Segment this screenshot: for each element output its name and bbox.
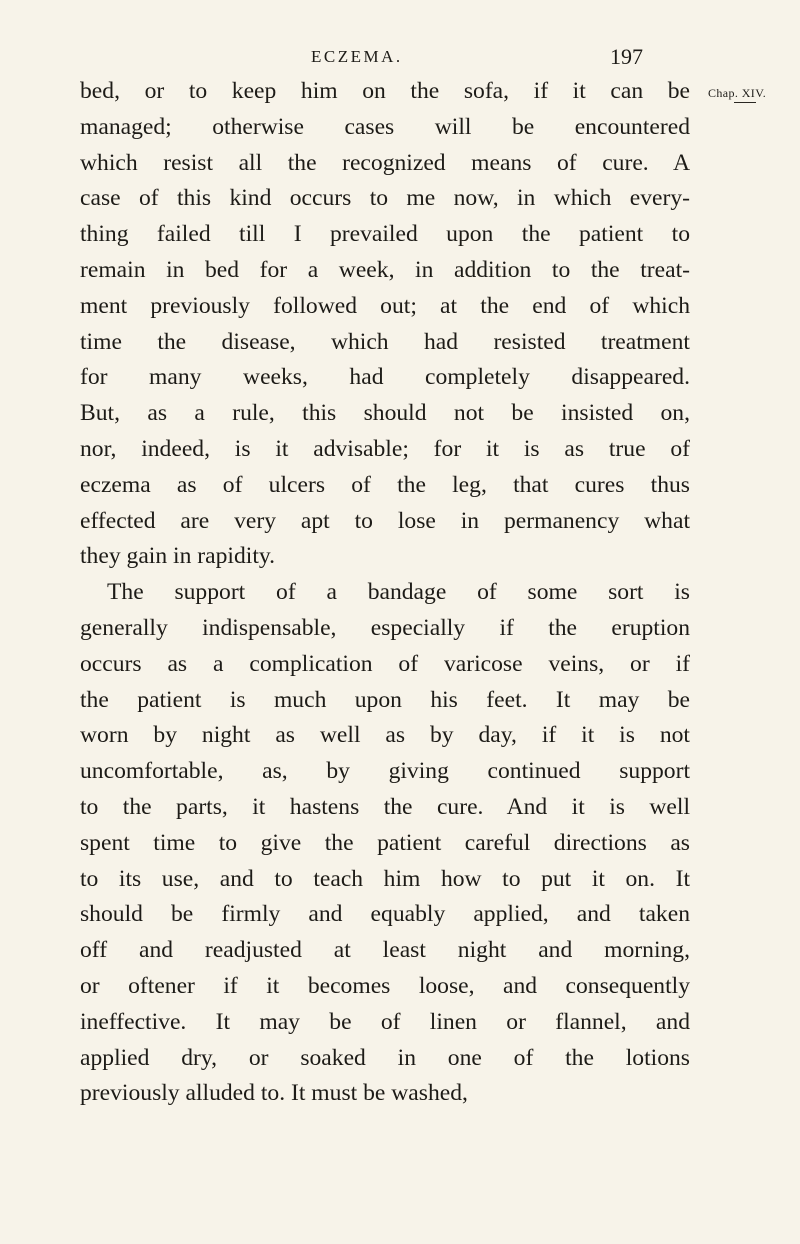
text-line: worn by night as well as by day, if it is not xyxy=(80,722,690,749)
paragraph-1 xyxy=(80,74,690,575)
text-line: they gain in rapidity. xyxy=(80,543,276,570)
running-title: ECZEMA. xyxy=(311,47,403,66)
text-line: previously alluded to. It must be washed, xyxy=(80,1080,468,1107)
page-number: 197 xyxy=(610,44,643,69)
text-line: for many weeks, had completely disappeared. xyxy=(80,364,690,391)
text-line: off and readjusted at least night and morning, xyxy=(80,937,690,964)
text-line: nor, indeed, is it advisable; for it is as true of xyxy=(80,435,690,462)
text-line: ineffective. It may be of linen or flannel, and xyxy=(80,1008,690,1035)
text-line: thing failed till I prevailed upon the patient to xyxy=(80,221,690,248)
text-line: which resist all the recognized means of cure. A xyxy=(80,149,690,176)
text-line: should be firmly and equably applied, and taken xyxy=(80,901,690,928)
body-text xyxy=(80,74,690,1112)
text-line: uncomfortable, as, by giving continued support xyxy=(80,758,690,785)
text-line: spent time to give the patient careful directions as xyxy=(80,829,690,856)
text-line: But, as a rule, this should not be insisted on, xyxy=(80,400,690,427)
text-line: bed, or to keep him on the sofa, if it can be xyxy=(80,78,690,104)
chapter-margin-note: Chap. XIV. xyxy=(708,86,767,100)
text-line: effected are very apt to lose in permanency what xyxy=(80,507,690,534)
text-line: applied dry, or soaked in one of the lotions xyxy=(80,1044,690,1071)
margin-note-underline xyxy=(734,102,756,103)
text-line: to the parts, it hastens the cure. And it is well xyxy=(80,793,690,820)
text-line: ment previously followed out; at the end of which xyxy=(80,292,690,319)
text-line: eczema as of ulcers of the leg, that cures thus xyxy=(80,471,690,498)
text-line: case of this kind occurs to me now, in which every- xyxy=(80,185,690,212)
text-line: to its use, and to teach him how to put it on. It xyxy=(80,865,690,892)
text-line: remain in bed for a week, in addition to the treat- xyxy=(80,256,690,283)
text-line: time the disease, which had resisted treatment xyxy=(80,328,690,355)
text-line: generally indispensable, especially if the eruption xyxy=(80,614,690,641)
text-line: the patient is much upon his feet. It may be xyxy=(80,686,690,713)
text-line: managed; otherwise cases will be encountered xyxy=(80,113,690,140)
text-line: occurs as a complication of varicose veins, or if xyxy=(80,650,690,677)
text-line: or oftener if it becomes loose, and consequently xyxy=(80,972,690,999)
paragraph-2 xyxy=(80,575,690,1112)
text-line: The support of a bandage of some sort is xyxy=(107,579,690,606)
